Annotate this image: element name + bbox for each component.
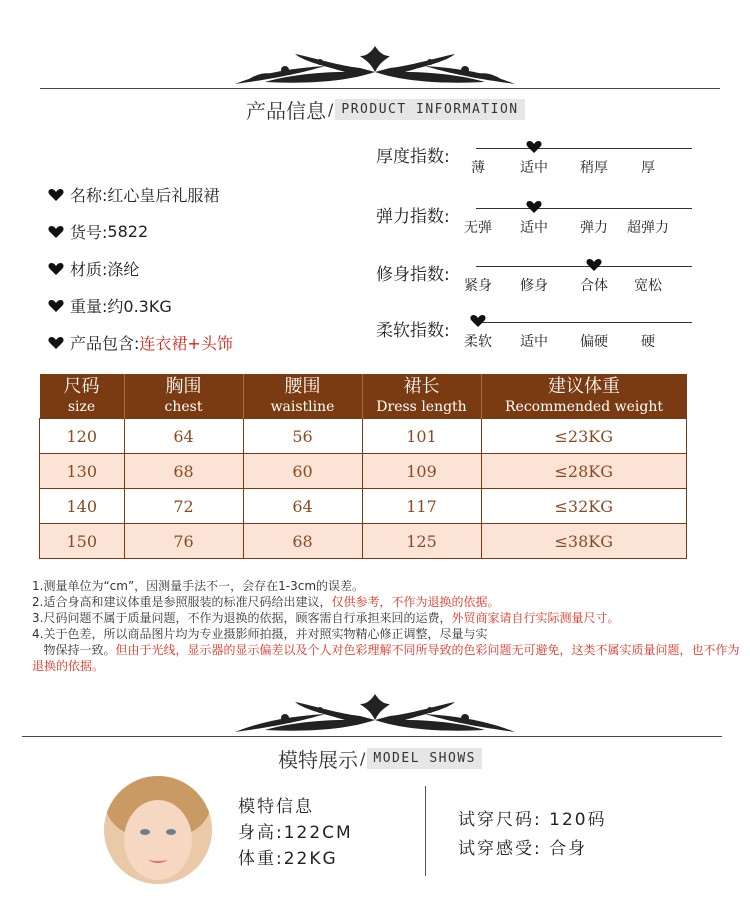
try-feel: 试穿感受: 合身	[458, 839, 588, 859]
cell-waist: 60	[243, 454, 362, 489]
cell-weight: ≤38KG	[481, 524, 687, 559]
index-scale	[376, 314, 696, 364]
info-value: 连衣裙+头饰	[139, 334, 233, 353]
index-option: 无弹	[464, 220, 492, 236]
try-size: 试穿尺码: 120码	[458, 810, 607, 830]
info-value: 5822	[107, 222, 149, 241]
info-row-package	[48, 324, 233, 361]
index-label: 修身指数:	[376, 265, 450, 285]
ornament-top	[225, 42, 525, 86]
heart-icon	[586, 258, 602, 272]
heart-icon	[48, 299, 64, 313]
heart-icon	[48, 188, 64, 202]
divider-bottom	[22, 736, 722, 737]
size-table	[39, 374, 687, 559]
cell-size: 120	[40, 419, 125, 454]
section-title-en: PRODUCT INFORMATION	[335, 99, 524, 120]
cell-size: 130	[40, 454, 125, 489]
heart-icon	[526, 140, 542, 154]
model-weight: 体重:22KG	[238, 849, 338, 869]
model-avatar	[104, 776, 212, 884]
divider-top	[40, 88, 720, 89]
cell-chest: 72	[124, 489, 243, 524]
index-line	[476, 266, 692, 267]
cell-length: 109	[362, 454, 481, 489]
info-label: 重量:	[70, 297, 108, 316]
heart-icon	[470, 314, 486, 328]
section-title-model	[278, 744, 482, 773]
cell-weight: ≤32KG	[481, 489, 687, 524]
cell-size: 140	[40, 489, 125, 524]
index-option: 合体	[580, 278, 608, 294]
info-value: 红心皇后礼服裙	[107, 186, 220, 205]
index-scale	[376, 200, 696, 250]
cell-chest: 68	[124, 454, 243, 489]
model-info-title: 模特信息	[238, 797, 314, 817]
notes	[32, 578, 742, 674]
cell-chest: 76	[124, 524, 243, 559]
heart-icon	[48, 336, 64, 350]
cell-length: 101	[362, 419, 481, 454]
index-option: 超弹力	[627, 220, 669, 236]
section-title-cn: 产品信息	[246, 99, 326, 123]
index-option: 硬	[641, 334, 655, 350]
header-waistline: 腰围 waistline	[243, 374, 362, 419]
index-scale	[376, 140, 696, 190]
note-4: 4.关于色差，所以商品图片均为专业摄影师拍摄，并对照实物精心修正调整，尽量与实 物保持一致。但由于光线，显示器的显示偏差以及个人对色彩理解不同所导致的色彩问题无可避免，这类不属实质量问题，也不作为退换的依据。	[32, 627, 740, 673]
table-row	[40, 454, 687, 489]
index-line	[476, 208, 692, 209]
index-option: 偏硬	[580, 334, 608, 350]
section-title-cn: 模特展示	[278, 748, 358, 772]
table-row	[40, 489, 687, 524]
index-option: 薄	[471, 160, 485, 176]
index-option: 紧身	[464, 278, 492, 294]
index-label: 弹力指数:	[376, 207, 450, 227]
cell-length: 117	[362, 489, 481, 524]
model-divider	[425, 786, 426, 876]
header-recommended-weight: 建议体重 Recommended weight	[481, 374, 687, 419]
cell-length: 125	[362, 524, 481, 559]
index-option: 宽松	[634, 278, 662, 294]
product-info-list	[48, 176, 233, 361]
index-option: 厚	[641, 160, 655, 176]
index-option: 修身	[520, 278, 548, 294]
section-title-en: MODEL SHOWS	[367, 748, 482, 769]
size-table-header	[40, 374, 687, 419]
section-title-slash: /	[360, 749, 366, 768]
ornament-bottom	[225, 690, 525, 734]
info-value: 涤纶	[107, 260, 140, 279]
cell-waist: 68	[243, 524, 362, 559]
section-title-product	[246, 95, 525, 124]
index-label: 厚度指数:	[376, 147, 450, 167]
index-line	[476, 322, 692, 323]
note-2: 2.适合身高和建议体重是参照服装的标准尺码给出建议，仅供参考，不作为退换的依据。	[32, 595, 500, 609]
heart-icon	[48, 225, 64, 239]
cell-waist: 56	[243, 419, 362, 454]
table-row	[40, 524, 687, 559]
cell-size: 150	[40, 524, 125, 559]
header-dress-length: 裙长 Dress length	[362, 374, 481, 419]
header-chest: 胸围 chest	[124, 374, 243, 419]
index-option: 适中	[520, 334, 548, 350]
info-row-name	[48, 176, 233, 213]
heart-icon	[48, 262, 64, 276]
index-scale	[376, 258, 696, 308]
info-row-material	[48, 250, 233, 287]
header-size: 尺码 size	[40, 374, 125, 419]
index-option: 柔软	[464, 334, 492, 350]
index-label: 柔软指数:	[376, 321, 450, 341]
cell-waist: 64	[243, 489, 362, 524]
model-height: 身高:122CM	[238, 823, 353, 843]
info-row-weight	[48, 287, 233, 324]
section-title-slash: /	[328, 100, 334, 119]
note-1: 1.测量单位为“cm”，因测量手法不一，会存在1-3cm的误差。	[32, 579, 365, 593]
info-label: 产品包含:	[70, 334, 140, 353]
info-label: 材质:	[70, 260, 108, 279]
index-option: 稍厚	[580, 160, 608, 176]
note-3: 3.尺码问题不属于质量问题，不作为退换的依据，顾客需自行承担来回的运费，外贸商家请自行实际测量尺寸。	[32, 611, 620, 625]
index-option: 适中	[520, 220, 548, 236]
heart-icon	[526, 200, 542, 214]
index-option: 适中	[520, 160, 548, 176]
table-row	[40, 419, 687, 454]
info-value: 约0.3KG	[107, 297, 172, 316]
info-row-sku	[48, 213, 233, 250]
cell-weight: ≤23KG	[481, 419, 687, 454]
index-line	[476, 148, 692, 149]
info-label: 货号:	[70, 223, 108, 242]
info-label: 名称:	[70, 186, 108, 205]
cell-chest: 64	[124, 419, 243, 454]
cell-weight: ≤28KG	[481, 454, 687, 489]
index-option: 弹力	[580, 220, 608, 236]
